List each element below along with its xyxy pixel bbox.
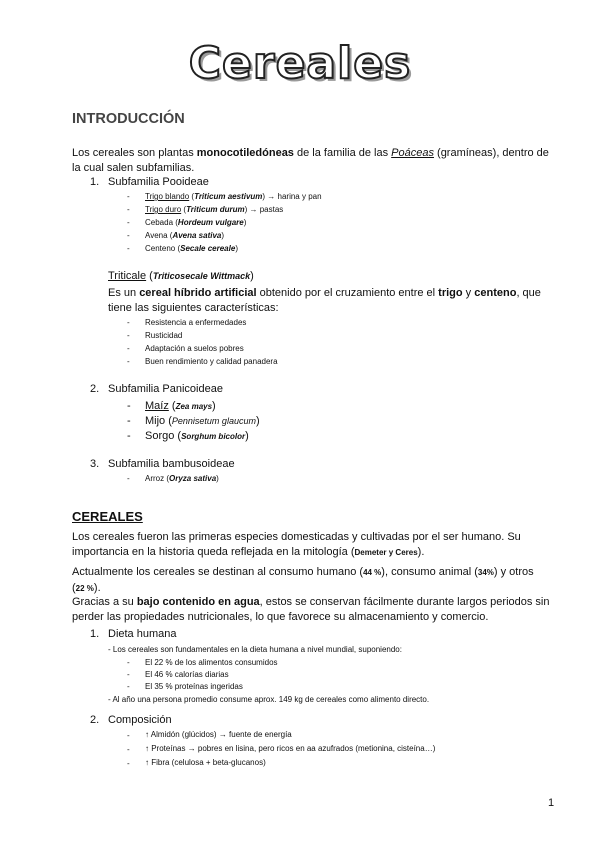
cereales-paragraph-3 [72, 595, 559, 624]
dash: - [127, 759, 130, 768]
cereales-heading: CEREALES [72, 509, 143, 524]
scientific-name: Zea mays [175, 402, 213, 411]
dash: - [127, 205, 130, 214]
text-bold: centeno [474, 287, 517, 299]
scientific-name: Pennisetum glaucum [171, 416, 256, 426]
dash: - [127, 331, 130, 340]
triticale-title: Triticale (Triticosecale Wittmack) [108, 270, 254, 282]
list-item: Mijo (Pennisetum glaucum) [145, 415, 260, 427]
arrow: → [187, 744, 196, 753]
dash: - [127, 218, 130, 227]
scientific-name: Secale cereale [180, 244, 236, 253]
text: Es un [108, 287, 140, 299]
list-item: Cebada (Hordeum vulgare) [145, 218, 247, 227]
dash: - [127, 682, 130, 691]
list-item: Trigo duro (Triticum durum) → pastas [145, 205, 284, 214]
scientific-name: Triticum durum [186, 205, 245, 214]
text: perder las propiedades nutricionales, lo que favorece su almacenamiento y comercio. [72, 610, 489, 623]
dash: - [127, 474, 130, 483]
list-item: Buen rendimiento y calidad panadera [145, 357, 278, 366]
item-name: Maíz [145, 400, 169, 412]
dash: - [127, 415, 131, 427]
list-item: Maíz (Zea mays) [145, 400, 216, 412]
dash: - [127, 400, 131, 412]
scientific-name: Triticum aestivum [194, 192, 263, 201]
dieta-intro: - Los cereales son fundamentales en la dieta humana a nivel mundial, suponiendo: [108, 645, 402, 654]
list-item: Centeno (Secale cereale) [145, 244, 238, 253]
dash: - [127, 344, 130, 353]
dash: - [127, 192, 130, 201]
item-name: Arroz [145, 474, 165, 483]
list-item: Adaptación a suelos pobres [145, 344, 244, 353]
intro-paragraph [72, 146, 559, 175]
dieta-outro: - Al año una persona promedio consume aprox. 149 kg de cereales como alimento directo. [108, 695, 430, 704]
text: , que [516, 287, 541, 299]
dieta-label: Dieta humana [108, 628, 177, 640]
text: tiene las siguientes características: [108, 301, 279, 314]
text: ) y otros [493, 566, 534, 578]
text: ). [417, 545, 425, 558]
text-bold: Demeter y Ceres [354, 547, 418, 557]
item-name: Sorgo [145, 430, 175, 442]
text: Los cereales fueron las primeras especies domesticadas y cultivadas por el ser humano. Su [72, 531, 521, 543]
dash: - [127, 357, 130, 366]
dash: - [127, 231, 130, 240]
list-number: 2. [90, 714, 100, 726]
cereales-paragraph-2 [72, 565, 559, 596]
text: de la familia de las [293, 147, 392, 159]
text: fuente de energía [226, 730, 292, 739]
dash: - [127, 670, 130, 679]
subfamily-label: Subfamilia Panicoideae [108, 383, 223, 395]
list-number: 1. [90, 176, 100, 188]
text: obtenido por el cruzamiento entre el [256, 287, 439, 299]
text: ). [93, 581, 101, 594]
text-bold: 22 % [75, 583, 94, 593]
text: Los cereales son plantas [72, 147, 197, 159]
text: y [462, 287, 475, 299]
list-item: Trigo blando (Triticum aestivum) → harina y pan [145, 192, 322, 201]
subfamily-label: Subfamilia Pooideae [108, 176, 209, 188]
text-italic: Poáceas [391, 147, 434, 159]
text: Actualmente los cereales se destinan al consumo humano ( [72, 566, 364, 578]
text: pobres en lisina, pero ricos en aa azufrados (metionina, cisteína…) [195, 744, 436, 753]
text: importancia en la historia queda reflejada en la mitología ( [72, 545, 355, 558]
dash: - [127, 318, 130, 327]
page-title: Cereales [188, 38, 412, 89]
text-bold: 44 % [363, 568, 382, 577]
item-name: Avena [145, 231, 168, 240]
text-bold: 34% [477, 568, 494, 577]
dash: - [127, 658, 130, 667]
dash: - [127, 731, 130, 740]
intro-heading: INTRODUCCIÓN [72, 111, 185, 127]
item-name: Mijo [145, 415, 166, 427]
arrow: → [218, 730, 227, 739]
dash: - [127, 745, 130, 754]
list-item [145, 730, 292, 739]
text: ), consumo animal ( [381, 566, 478, 578]
scientific-name: Oryza sativa [169, 474, 217, 483]
scientific-name: Sorghum bicolor [181, 432, 246, 441]
list-item: Avena (Avena sativa) [145, 231, 225, 240]
list-item: Sorgo (Sorghum bicolor) [145, 430, 249, 442]
cereales-paragraph-1 [72, 530, 559, 560]
list-item: El 35 % proteínas ingeridas [145, 682, 243, 691]
text: (gramíneas), dentro de [433, 147, 549, 159]
scientific-name: Avena sativa [172, 231, 222, 240]
page-number: 1 [548, 797, 555, 809]
text-bold: cereal híbrido artificial [139, 287, 257, 299]
text: ( [72, 581, 76, 594]
list-number: 3. [90, 458, 100, 470]
scientific-name: Hordeum vulgare [177, 218, 244, 227]
scientific-name: Triticosecale Wittmack [152, 271, 251, 281]
list-item: El 22 % de los alimentos consumidos [145, 658, 278, 667]
text-bold: trigo [438, 287, 463, 299]
triticale-description [108, 286, 559, 315]
list-item: Resistencia a enfermedades [145, 318, 247, 327]
item-use: harina y pan [277, 192, 322, 201]
list-item [145, 744, 435, 753]
dash: - [127, 244, 130, 253]
text: , estos se conservan fácilmente durante largos periodos sin [259, 596, 550, 608]
list-number: 1. [90, 628, 100, 640]
composicion-label: Composición [108, 714, 172, 726]
item-name: Trigo blando [145, 192, 190, 201]
list-item: ↑ Fibra (celulosa + beta-glucanos) [145, 758, 266, 767]
text: ↑ Almidón (glúcidos) [145, 730, 219, 739]
dash: - [127, 430, 131, 442]
text: Gracias a su [72, 596, 137, 608]
list-number: 2. [90, 383, 100, 395]
triticale-name: Triticale [108, 270, 147, 282]
item-name: Cebada [145, 218, 174, 227]
text-bold: bajo contenido en agua [136, 596, 260, 608]
item-use: pastas [259, 205, 284, 214]
list-item: Rusticidad [145, 331, 183, 340]
text: ↑ Proteínas [145, 744, 188, 753]
text-bold: monocotiledóneas [196, 147, 294, 159]
subfamily-label: Subfamilia bambusoideae [108, 458, 235, 470]
list-item: Arroz (Oryza sativa) [145, 474, 219, 483]
list-item: El 46 % calorías diarias [145, 670, 229, 679]
text: la cual salen subfamilias. [72, 161, 195, 174]
item-name: Trigo duro [145, 205, 182, 214]
item-name: Centeno [145, 244, 176, 253]
